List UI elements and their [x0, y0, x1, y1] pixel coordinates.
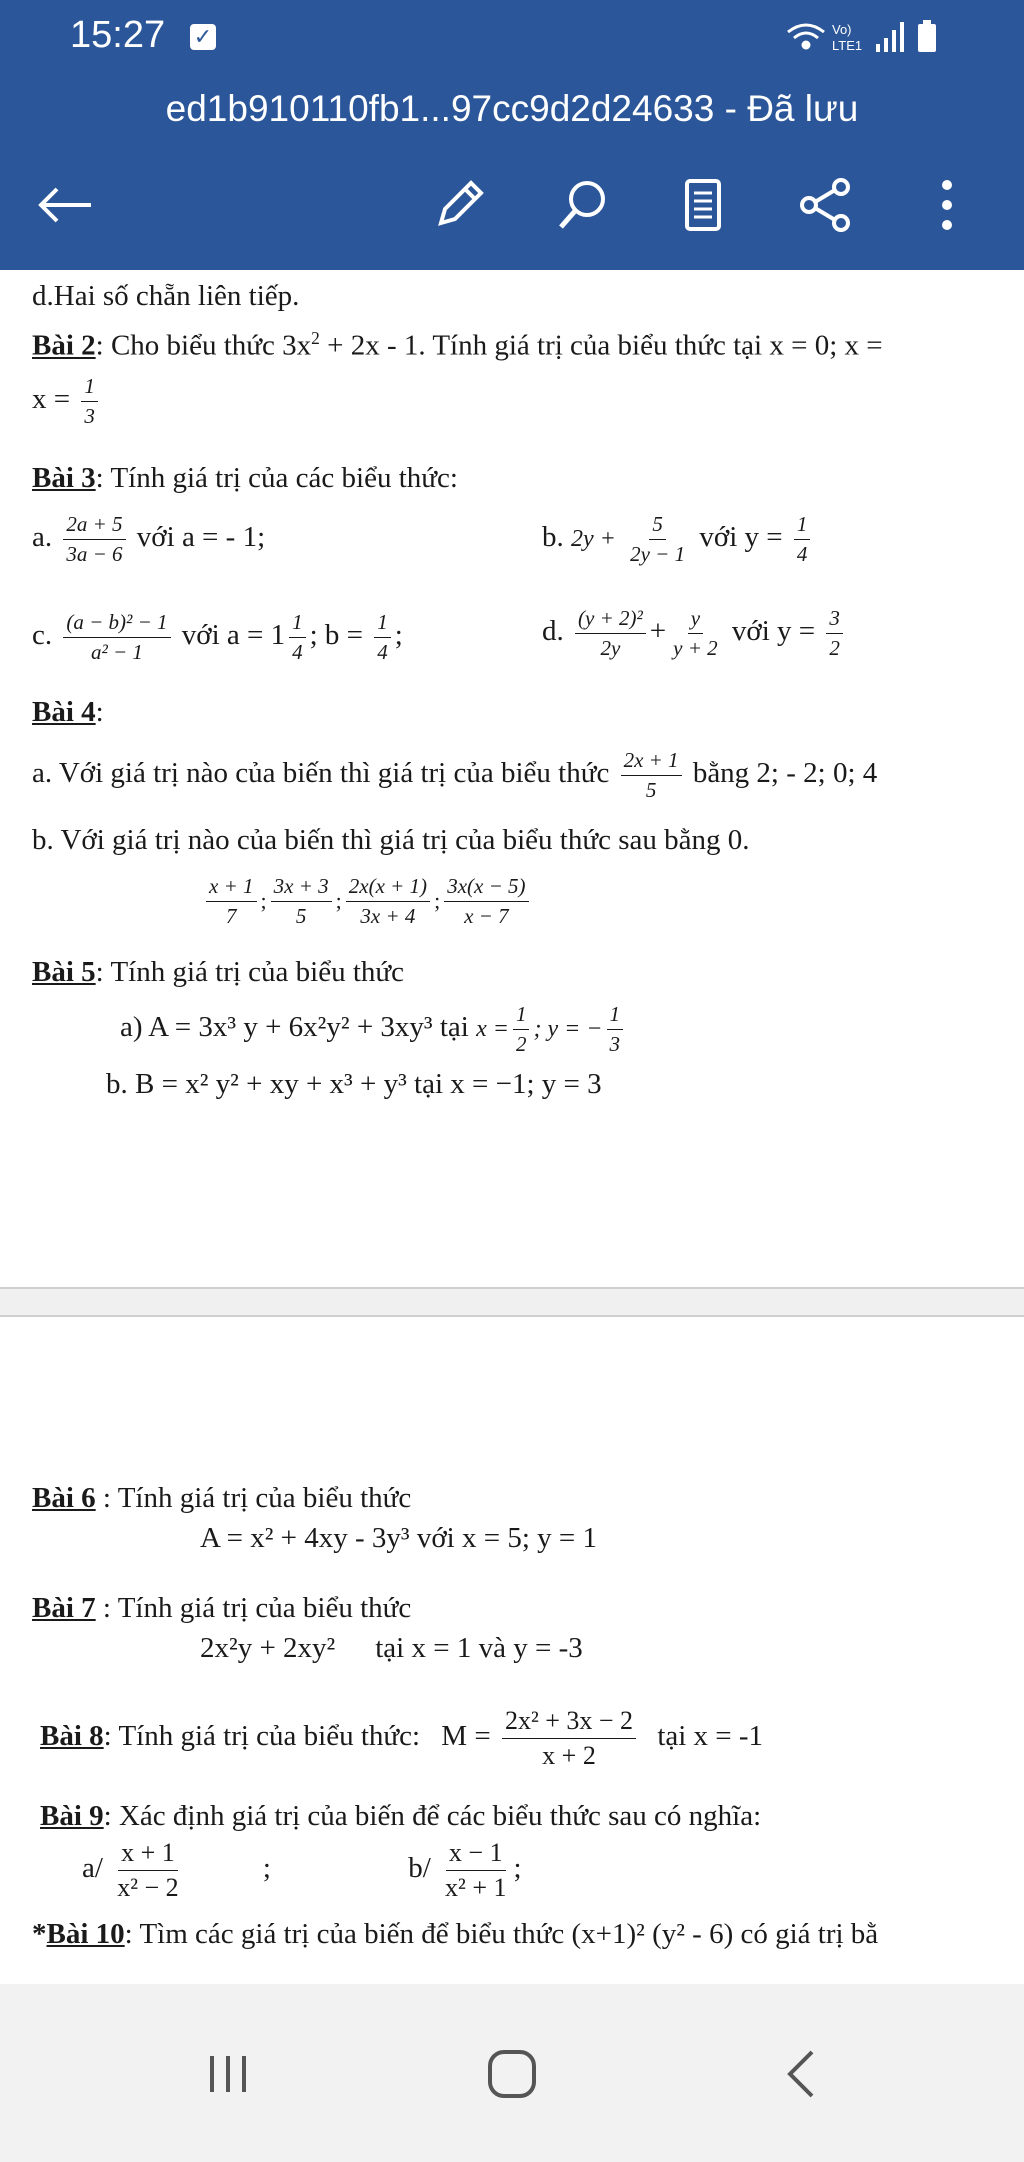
battery-icon: [918, 20, 936, 52]
bai3-b-fraction: $\frac{5}{2y - 1}$: [630, 512, 686, 566]
bai4-f1: $\frac{x + 1}{7}$: [206, 874, 257, 929]
bai5-b: b. B = x² y² + xy + x³ + y³ tại x = −1; y = 3: [106, 1068, 602, 1100]
notification-check-icon: ✓: [190, 24, 216, 50]
bai4-f3: $\frac{2x(x + 1)}{3x + 4}$: [346, 874, 430, 929]
bai7-title: Bài 7 : Tính giá trị của biểu thức: [32, 1592, 412, 1624]
bai4-a-fraction: $\frac{2x + 1}{5}$: [621, 748, 682, 803]
bai9-label: Bài 9: [40, 1800, 104, 1832]
bai7-expr: 2x²y + 2xy² tại x = 1 và y = -3: [200, 1632, 583, 1664]
bai4-b: b. Với giá trị nào của biến thì giá trị của biểu thức sau bằng 0.: [32, 824, 750, 856]
document-view[interactable]: [0, 270, 1024, 1984]
bai8-line: Bài 8: Tính giá trị của biểu thức: M = $\frac{\text{2x² + 3x − 2}}{x + 2}$ tại x = -1: [40, 1706, 764, 1770]
bai9-title: Bài 9: Xác định giá trị của biến để các biểu thức sau có nghĩa:: [40, 1800, 762, 1832]
bai3-d: d. $\frac{\text{(y + 2)²}}{2y}$ + $\frac{y}{y + 2}$ với y = $\frac{3}{2}$: [542, 606, 847, 661]
bai9-b-fraction: $\frac{x - 1}{\text{x² + 1}}$: [445, 1838, 507, 1902]
bai3-c: c. $\frac{\text{(a − b)² − 1}}{\text{a² − 1}}$ với a = 1 $\frac{1}{4}$ ; b = $\frac{1}{4}$ ;: [32, 610, 403, 664]
navigation-bar: [0, 1984, 1024, 2162]
bai4-b-expressions: $\frac{x + 1}{7}$ ; $\frac{3x + 3}{5}$ ; $\frac{2x(x + 1)}{3x + 4}$ ; $\frac{3x(x - 5)}{x - 7}$: [202, 874, 533, 929]
back-icon[interactable]: [762, 2034, 842, 2114]
document-title: ed1b910110fb1...97cc9d2d24633 - Đã lưu: [165, 88, 859, 129]
signal-label-bottom: LTE1: [832, 38, 863, 53]
bai9-a-fraction: $\frac{x + 1}{\text{x² − 2}}$: [117, 1838, 179, 1902]
bai5-a-x-fraction: $\frac{1}{2}$: [513, 1002, 530, 1057]
wifi-icon: [788, 25, 824, 48]
bai6-label: Bài 6: [32, 1482, 96, 1514]
bai8-label: Bài 8: [40, 1720, 104, 1753]
app-header: [0, 0, 1024, 270]
bai3-title: Bài 3: Tính giá trị của các biểu thức:: [32, 462, 458, 494]
bai3-c-fraction: $\frac{\text{(a − b)² − 1}}{\text{a² − 1}}$: [63, 610, 170, 665]
bai4-label: Bài 4: [32, 696, 96, 728]
share-icon[interactable]: [790, 170, 860, 240]
bai7-label: Bài 7: [32, 1592, 96, 1624]
line-d: d.Hai số chẵn liên tiếp.: [32, 280, 300, 312]
bai2-x-eq: x =: [32, 383, 71, 416]
signal-bars-icon: [876, 22, 904, 52]
bai4-a: a. Với giá trị nào của biến thì giá trị của biểu thức $\frac{2x + 1}{5}$ bằng 2; - 2; 0; 4: [32, 748, 878, 802]
bai2-expr: 3x: [282, 329, 312, 362]
bai10-label: Bài 10: [46, 1918, 125, 1950]
bai3-b-value: $\frac{1}{4}$: [794, 512, 811, 567]
bai9-expressions: a/ $\frac{x + 1}{\text{x² − 2}}$ ; b/ $\frac{x - 1}{\text{x² + 1}}$ ;: [82, 1838, 522, 1902]
bai2-line2: [32, 374, 102, 429]
bai3-d-value: $\frac{3}{2}$: [826, 606, 843, 661]
bai10-line: *Bài 10: Tìm các giá trị của biến để biểu thức (x+1)² (y² - 6) có giá trị bằ: [32, 1918, 879, 1950]
bai3-a-fraction: $\frac{2a + 5}{3a - 6}$: [63, 512, 125, 567]
recent-apps-icon[interactable]: [188, 2034, 268, 2114]
bai5-label: Bài 5: [32, 956, 96, 988]
bai8-fraction: $\frac{\text{2x² + 3x − 2}}{x + 2}$: [502, 1706, 636, 1771]
bai6-expr: A = x² + 4xy - 3y³ với x = 5; y = 1: [200, 1522, 598, 1554]
status-time: 15:27: [70, 14, 166, 56]
bai3-d-fraction2: $\frac{y}{y + 2}$: [673, 606, 718, 660]
bai3-label: Bài 3: [32, 462, 96, 494]
bai2-expr-rest: + 2x - 1. Tính giá trị của biểu thức tại x = 0; x =: [319, 329, 883, 362]
bai2-text: : Cho biểu thức: [95, 329, 283, 362]
signal-label-top: Vo): [832, 22, 852, 37]
bai5-a-y-fraction: $\frac{1}{3}$: [607, 1002, 624, 1057]
more-options-icon[interactable]: [912, 170, 982, 240]
bai2-label: Bài 2: [32, 329, 96, 362]
edit-pencil-icon[interactable]: [424, 170, 494, 240]
bai3-d-fraction1: $\frac{\text{(y + 2)²}}{2y}$: [575, 606, 646, 661]
bai2-line: Bài 2: Cho biểu thức $3x^2 + 2x - 1$. Tính giá trị của biểu thức tại x = 0; x =: [32, 328, 883, 362]
bai5-a: a) A = 3x³ y + 6x²y² + 3xy³ tại x = $\frac{1}{2}$ ; y = − $\frac{1}{3}$: [120, 1002, 627, 1057]
status-icons: [784, 18, 954, 58]
page-separator: [0, 1287, 1024, 1317]
bai3-b: b. 2y + $\frac{5}{2y - 1}$ với y = $\frac{1}{4}$: [542, 512, 814, 567]
bai3-a: a. $\frac{2a + 5}{3a - 6}$ với a = - 1;: [32, 512, 266, 566]
bai6-title: Bài 6 : Tính giá trị của biểu thức: [32, 1482, 412, 1514]
bai4-f2: $\frac{3x + 3}{5}$: [271, 874, 332, 929]
bai5-title: Bài 5: Tính giá trị của biểu thức: [32, 956, 404, 988]
bai3-c-a-fraction: $\frac{1}{4}$: [289, 610, 306, 665]
bai4-f4: $\frac{3x(x - 5)}{x - 7}$: [444, 874, 528, 929]
back-arrow-icon[interactable]: [30, 170, 100, 240]
bai3-c-b-fraction: $\frac{1}{4}$: [374, 610, 391, 665]
home-icon[interactable]: [472, 2034, 552, 2114]
search-icon[interactable]: [548, 170, 618, 240]
bai2-fraction: $\frac{1}{3}$: [81, 374, 98, 429]
reading-view-icon[interactable]: [668, 170, 738, 240]
bai4-title: Bài 4:: [32, 696, 104, 728]
